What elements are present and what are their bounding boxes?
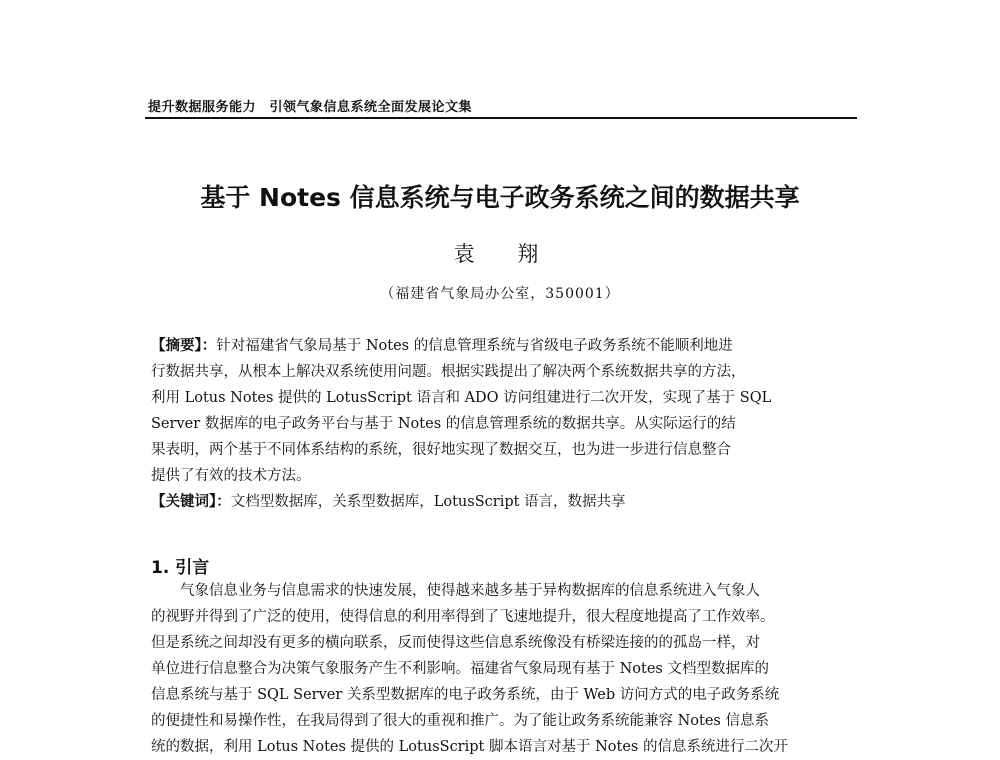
keywords-line (151, 489, 854, 515)
intro-line-1: 气象信息业务与信息需求的快速发展，使得越来越多基于异构数据库的信息系统进入气象人 (180, 583, 760, 599)
keywords-label: 【关键词】： (151, 494, 231, 510)
keywords-text: 文档型数据库，关系型数据库，LotusScript 语言，数据共享 (230, 494, 626, 510)
header-rule (145, 117, 857, 119)
abstract-line-2: 行数据共享，从根本上解决双系统使用问题。根据实践提出了解决两个系统数据共享的方法， (151, 364, 746, 380)
paper-title: 基于 Notes 信息系统与电子政务系统之间的数据共享 (200, 183, 800, 212)
intro-line-7: 统的数据，利用 Lotus Notes 提供的 LotusScript 脚本语言对基于 Notes 的信息系统进行二次开 (151, 739, 788, 755)
abstract-line-3: 利用 Lotus Notes 提供的 LotusScript 语言和 ADO 访问组建进行二次开发，实现了基于 SQL (151, 390, 772, 406)
abstract-block (151, 333, 854, 515)
abstract-line-6: 提供了有效的技术方法。 (151, 468, 311, 484)
intro-line-6: 的便捷性和易操作性，在我局得到了很大的重视和推广。为了能让政务系统能兼容 Notes 信息系 (151, 713, 769, 729)
intro-paragraph (151, 578, 856, 760)
author-name: 袁 翔 (453, 242, 557, 266)
abstract-line-1: 【摘要】：针对福建省气象局基于 Notes 的信息管理系统与省级电子政务系统不能顺利地进 (151, 338, 733, 354)
abstract-label: 【摘要】： (151, 338, 217, 354)
intro-line-3: 但是系统之间却没有更多的横向联系，反而使得这些信息系统像没有桥梁连接的的孤岛一样，对 (151, 635, 760, 651)
intro-line-5: 信息系统与基于 SQL Server 关系型数据库的电子政务系统，由于 Web 访问方式的电子政务系统 (151, 687, 780, 703)
abstract-line-4: Server 数据库的电子政务平台与基于 Notes 的信息管理系统的数据共享。从实际运行的结 (151, 416, 736, 432)
abstract-line-5: 果表明，两个基于不同体系结构的系统，很好地实现了数据交互，也为进一步进行信息整合 (151, 442, 731, 458)
intro-line-4: 单位进行信息整合为决策气象服务产生不利影响。福建省气象局现有基于 Notes 文档型数据库的 (151, 661, 769, 677)
section-heading: 1. 引言 (151, 558, 210, 578)
running-header: 提升数据服务能力 引领气象信息系统全面发展论文集 (148, 100, 473, 115)
intro-line-2: 的视野并得到了广泛的使用，使得信息的利用率得到了飞速地提升，很大程度地提高了工作效率。 (151, 609, 775, 625)
author-affiliation: （福建省气象局办公室，350001） (380, 286, 620, 302)
